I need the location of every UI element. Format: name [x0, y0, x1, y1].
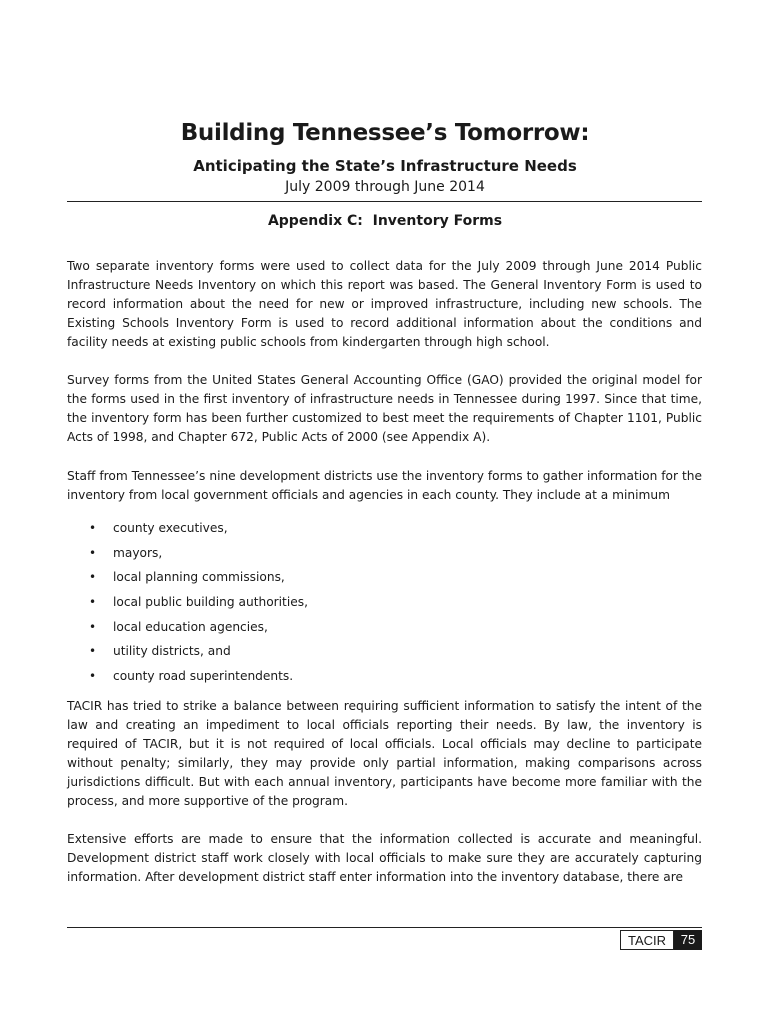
list-item — [67, 592, 308, 617]
paragraph-staff: Staff from Tennessee’s nine development districts use the inventory forms to gather information for the inventory from local government officials and agencies in each county. They include at a minimum — [67, 469, 702, 502]
header-divider — [67, 201, 702, 202]
paragraph-intro: Two separate inventory forms were used to collect data for the July 2009 through June 2014 Public Infrastructure Needs Inventory on which this report was based. The General Inventory Form is used to record information about the need for new or improved infrastructure, including new schools. The Existing Schools Inventory Form is used to record additional information about the conditions and facility needs at existing public schools from kindergarten through high school. — [67, 259, 702, 349]
bullet-icon: • — [89, 595, 97, 610]
paragraph-tacir-balance: TACIR has tried to strike a balance between requiring sufficient information to satisfy the intent of the law and creating an impediment to local officials reporting their needs. By law, the inventory is required of TACIR, but it is not required of local officials. Local officials may decline to participate without penalty; similarly, they may provide only partial information, making comparisons across jurisdictions difficult. But with each annual inventory, participants have become more familiar with the process, and more supportive of the program. — [67, 699, 702, 808]
bullet-icon: • — [89, 669, 97, 684]
list-item-text: county executives, — [113, 521, 228, 535]
paragraph-survey-forms: Survey forms from the United States General Accounting Office (GAO) provided the original model for the forms used in the first inventory of infrastructure needs in Tennessee during 1997. Since that time, the inventory form has been further customized to best meet the requirements of Chapter 1101, Public Acts of 1998, and Chapter 672, Public Acts of 2000 (see Appendix A). — [67, 373, 702, 444]
list-item — [67, 518, 308, 543]
footer-divider — [67, 927, 702, 928]
list-item — [67, 617, 308, 642]
paragraph-accuracy: Extensive efforts are made to ensure that the information collected is accurate and meaningful. Development district staff work closely with local officials to make sure they are accurately capturing information. After development district staff enter information into the inventory database, there are — [67, 832, 702, 884]
list-item — [67, 567, 308, 592]
bullet-icon: • — [89, 545, 97, 560]
report-title: Building Tennessee’s Tomorrow: — [180, 120, 590, 146]
list-item — [67, 543, 308, 568]
bullet-icon: • — [89, 521, 97, 535]
list-item-text: local education agencies, — [113, 619, 268, 634]
bullet-icon: • — [89, 619, 97, 634]
bullet-icon: • — [89, 570, 97, 585]
bullet-icon: • — [89, 644, 97, 659]
list-item — [67, 666, 308, 691]
list-item-text: utility districts, and — [113, 644, 231, 659]
footer-org-label: TACIR — [620, 930, 674, 950]
participant-list — [67, 518, 308, 691]
list-item-text: mayors, — [113, 545, 163, 560]
list-item-text: local planning commissions, — [113, 570, 285, 585]
list-item-text: local public building authorities, — [113, 595, 308, 610]
list-item — [67, 641, 308, 666]
section-title: Appendix C: Inventory Forms — [267, 213, 503, 229]
page-number: 75 — [674, 930, 702, 950]
report-subtitle: Anticipating the State’s Infrastructure Needs — [193, 157, 577, 175]
list-item-text: county road superintendents. — [113, 669, 294, 684]
report-date-range: July 2009 through June 2014 — [285, 179, 485, 195]
